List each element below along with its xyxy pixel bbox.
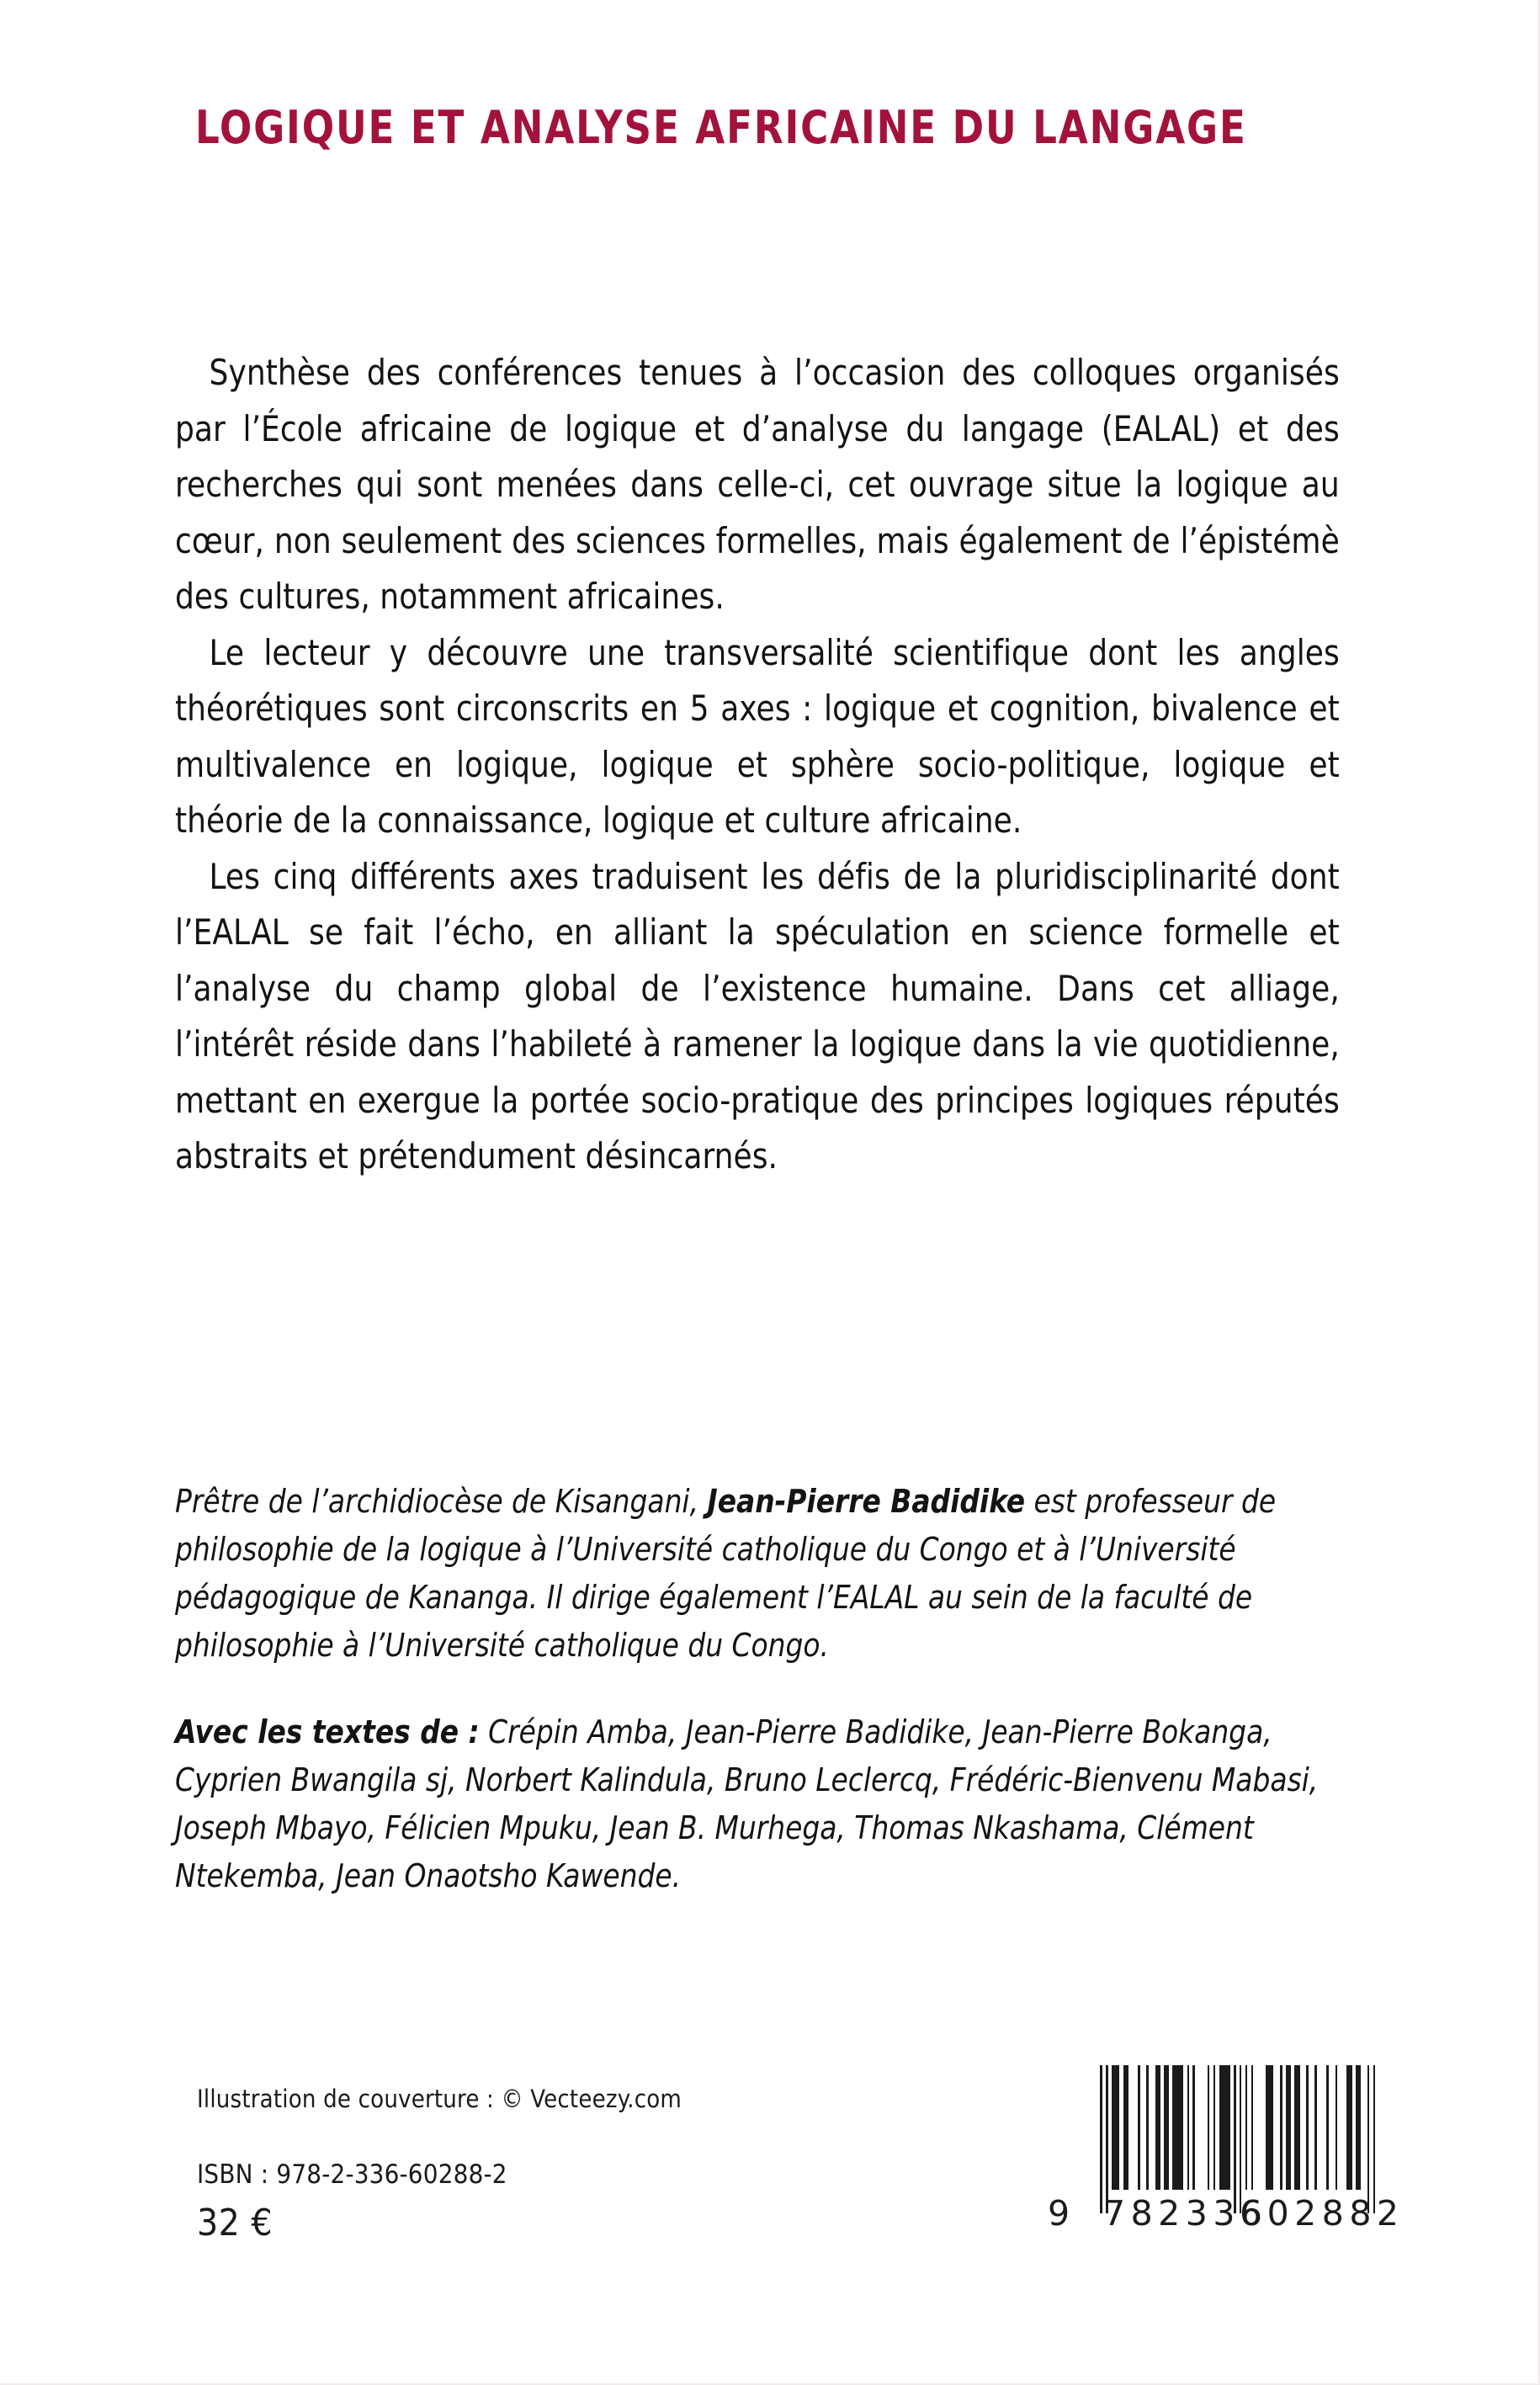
barcode-bar: [1123, 2065, 1128, 2190]
barcode-bar: [1367, 2065, 1370, 2213]
footer-info: [197, 2087, 836, 2242]
barcode-bar: [1346, 2065, 1351, 2190]
barcode-bar: [1112, 2065, 1120, 2190]
barcode-bar: [1266, 2065, 1274, 2190]
barcode-bar: [1106, 2065, 1108, 2213]
blurb-paragraph-2: Le lecteur y découvre une transversalité scientifique dont les angles théorétiques sont circonscrits en 5 axes : logique et cognition, bivalence et multivalence en logique, logique et sphère socio-politique, logique et théorie de la connaissance, logique et culture africaine.: [175, 631, 1340, 841]
barcode-bar: [1286, 2065, 1291, 2190]
page-title: LOGIQUE ET ANALYSE AFRICAINE DU LANGAGE: [195, 101, 1247, 154]
contributors-list: [175, 1708, 1323, 1900]
barcode-bar: [1240, 2065, 1242, 2213]
barcode-bar: [1336, 2065, 1338, 2190]
barcode-bar: [1100, 2065, 1102, 2213]
barcode-bar: [1306, 2065, 1309, 2190]
author-bio-lead: Prêtre de l’archidiocèse de Kisangani,: [175, 1483, 708, 1521]
book-description: [175, 345, 1340, 1185]
barcode-bar: [1172, 2065, 1183, 2190]
barcode-bar: [1138, 2065, 1140, 2190]
isbn-text: ISBN : 978-2-336-60288-2: [197, 2159, 507, 2190]
author-name: Jean-Pierre Badidike: [707, 1483, 1026, 1521]
price-text: 32 €: [197, 2202, 273, 2244]
barcode-bar: [1294, 2065, 1299, 2190]
barcode-bar: [1208, 2065, 1210, 2190]
blurb-paragraph-3: Les cinq différents axes traduisent les défis de la pluridisciplinarité dont l’EALAL se fait l’écho, en alliant la spéculation en science formelle et l’analyse du champ global de l’existence humaine. Dans cet alliage, l’intérêt réside dans l’habileté à ramener la logique dans la vie quotidienne, mettant en exergue la portée socio-pratique des principes logiques réputés abstraits et prétendument désincarnés.: [175, 855, 1340, 1177]
barcode-bar: [1251, 2065, 1254, 2190]
barcode-bar: [1314, 2065, 1317, 2190]
contributors-label: Avec les textes de :: [175, 1713, 480, 1751]
barcode-bar: [1192, 2065, 1195, 2190]
barcode-digits: [1048, 2193, 1405, 2234]
barcode-bars: [1048, 2065, 1376, 2200]
barcode-bar: [1280, 2065, 1282, 2190]
barcode-right-group: 602882: [1240, 2193, 1405, 2234]
barcode-bar: [1213, 2065, 1216, 2190]
barcode-bar: [1146, 2065, 1149, 2190]
author-bio-rest: est professeur de philosophie de la logique à l’Université catholique du Congo et à l’Université pédagogique de Kananga. Il dirige également l’EALAL au sein de la faculté de philosophie à l’Université catholique du Congo.: [175, 1483, 1277, 1665]
ean13-barcode: [1048, 2065, 1405, 2246]
barcode-bar: [1356, 2065, 1361, 2190]
barcode-bar: [1234, 2065, 1236, 2213]
barcode-bar: [1245, 2065, 1248, 2190]
barcode-left-group: 782336: [1103, 2193, 1268, 2234]
barcode-bar: [1155, 2065, 1160, 2190]
barcode-bar: [1164, 2065, 1169, 2190]
cover-illustration-credit: Illustration de couverture : © Vecteezy.com: [197, 2085, 682, 2113]
barcode-bar: [1187, 2065, 1190, 2190]
barcode-bar: [1373, 2065, 1376, 2213]
barcode-lead-digit: 9: [1048, 2193, 1070, 2234]
barcode-bar: [1219, 2065, 1230, 2190]
barcode-bar: [1326, 2065, 1329, 2190]
contributors-names: Crépin Amba, Jean-Pierre Badidike, Jean-Pierre Bokanga, Cyprien Bwangila sj, Norbert Kalindula, Bruno Leclercq, Frédéric-Bienvenu Mabasi, Joseph Mbayo, Félicien Mpuku, Jean B. Murhega, Thomas Nkashama, Clément Ntekemba, Jean Onaotsho Kawende.: [175, 1713, 1319, 1895]
author-bio: [175, 1478, 1323, 1670]
author-bio-paragraph: [175, 1478, 1323, 1670]
blurb-paragraph-1: Synthèse des conférences tenues à l’occasion des colloques organisés par l’École africaine de logique et d’analyse du langage (EALAL) et des recherches qui sont menées dans celle-ci, cet ouvrage situe la logique au cœur, non seulement des sciences formelles, mais également de l’épistémè des cultures, notamment africaines.: [175, 352, 1340, 617]
